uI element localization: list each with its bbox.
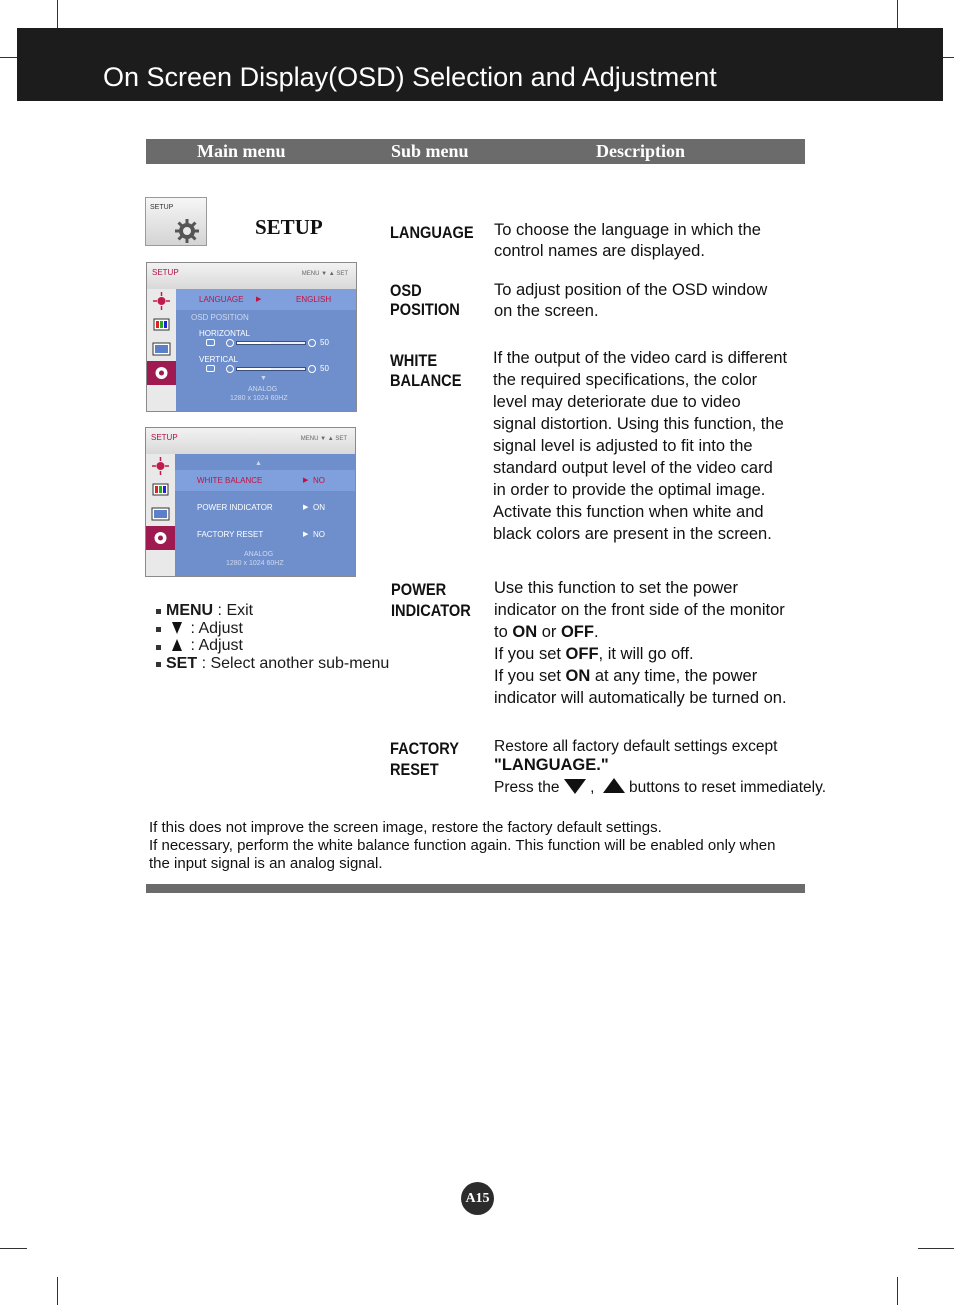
submenu-osd-position-line1: OSD [390, 281, 422, 300]
main-menu-title: SETUP [255, 215, 323, 239]
desc-line: in order to provide the optimal image. [493, 481, 766, 499]
desc-off: OFF [560, 623, 594, 641]
desc-white-balance [493, 347, 787, 545]
osd-horizontal-value: 50 [320, 338, 329, 347]
submenu-osd-position-line2: POSITION [390, 300, 460, 319]
desc-text: If you set [494, 667, 566, 685]
osd-screenshot-white-balance [145, 427, 356, 577]
up-arrow-icon: ▲ [255, 460, 262, 467]
osd-language-value: ENGLISH [296, 295, 332, 304]
arrow-right-icon: ▶ [303, 531, 309, 538]
bullet-icon [156, 645, 161, 650]
osd-controls: MENU ▼ ▲ SET [300, 436, 347, 442]
legend-set [166, 655, 389, 673]
submenu-factory-reset-line1: FACTORY [390, 739, 460, 758]
osd-title: SETUP [152, 268, 179, 277]
legend-up [172, 637, 243, 655]
up-arrow-icon [603, 778, 625, 793]
desc-line: level may deteriorate due to video [493, 393, 741, 411]
desc-text: , [585, 779, 599, 796]
desc-line: black colors are present in the screen. [493, 525, 772, 543]
crop-mark [0, 57, 17, 58]
desc-line: signal distortion. Using this function, the [493, 415, 784, 433]
brightness-icon [146, 454, 175, 478]
footer-bar [146, 884, 805, 893]
desc-language [494, 219, 761, 262]
desc-line: "LANGUAGE." [494, 756, 609, 774]
bullet-icon [156, 662, 161, 667]
desc-line: indicator will automatically be turned on. [494, 689, 787, 707]
desc-on: ON [565, 667, 591, 685]
legend-menu-text: : Exit [213, 602, 254, 619]
desc-text: , it will go off. [598, 645, 694, 663]
submenu-white-balance-line1: WHITE [390, 351, 438, 370]
desc-off: OFF [565, 645, 599, 663]
osd-vertical-value: 50 [320, 364, 329, 373]
osd-button-icon [206, 339, 215, 346]
color-icon [147, 313, 176, 337]
osd-white-balance-label: WHITE BALANCE [197, 476, 263, 485]
up-arrow-icon [172, 639, 182, 651]
desc-line: on the screen. [494, 302, 599, 320]
osd-signal: ANALOG [248, 386, 278, 393]
osd-top-bar [146, 428, 355, 455]
desc-line: Activate this function when white and [493, 503, 764, 521]
brightness-icon [147, 289, 176, 313]
crop-mark [57, 1277, 58, 1305]
submenu-power-indicator-line2: INDICATOR [391, 601, 471, 620]
page-title: On Screen Display(OSD) Selection and Adjustment [103, 62, 717, 92]
legend-down-text: : Adjust [186, 620, 243, 637]
osd-screenshot-position [146, 262, 357, 412]
desc-on: ON [512, 623, 538, 641]
osd-language-label: LANGUAGE [199, 295, 244, 304]
desc-line: signal level is adjusted to fit into the [493, 437, 753, 455]
header-description: Description [596, 141, 685, 161]
crop-mark [897, 1277, 898, 1305]
header-main-menu: Main menu [197, 141, 286, 161]
osd-resolution: 1280 x 1024 60HZ [226, 560, 284, 567]
desc-line: Restore all factory default settings except [494, 738, 778, 755]
desc-line [494, 778, 826, 797]
bullet-icon [156, 609, 161, 614]
crop-mark [918, 1248, 954, 1249]
osd-white-balance-value: NO [313, 476, 325, 485]
desc-power-indicator [494, 577, 787, 709]
desc-line: indicator on the front side of the monitor [494, 601, 785, 619]
plus-icon [308, 365, 316, 373]
desc-line [494, 643, 787, 665]
osd-sidebar [146, 454, 175, 576]
minus-icon [226, 339, 234, 347]
desc-text: . [593, 623, 599, 641]
color-icon [146, 478, 175, 502]
legend-set-key: SET [166, 655, 198, 672]
page-number: A15 [461, 1182, 494, 1215]
legend-menu-key: MENU [166, 602, 214, 619]
desc-line: If the output of the video card is different [493, 349, 788, 367]
osd-top-bar [147, 263, 356, 290]
desc-line: To choose the language in which the [494, 221, 761, 239]
osd-title: SETUP [151, 433, 178, 442]
submenu-factory-reset-line2: RESET [390, 760, 439, 779]
desc-text: buttons to reset immediately. [624, 779, 827, 796]
osd-power-indicator-value: ON [313, 503, 325, 512]
header-sub-menu: Sub menu [391, 141, 469, 161]
footnote-line: the input signal is an analog signal. [149, 855, 383, 872]
tracking-icon [146, 502, 175, 526]
osd-factory-reset-value: NO [313, 530, 325, 539]
vertical-slider [236, 367, 306, 371]
horizontal-slider [236, 341, 306, 345]
osd-panel [175, 454, 355, 576]
desc-line: Use this function to set the power [494, 579, 738, 597]
osd-horizontal-label: HORIZONTAL [199, 329, 250, 338]
submenu-power-indicator-line1: POWER [391, 580, 447, 599]
legend-set-text: : Select another sub-menu [197, 655, 390, 672]
desc-line: the required specifications, the color [493, 371, 758, 389]
footnote-line: If necessary, perform the white balance function again. This function will be enabled only when [149, 837, 776, 854]
desc-line: To adjust position of the OSD window [494, 281, 768, 299]
osd-resolution: 1280 x 1024 60HZ [230, 395, 288, 402]
desc-text: to [494, 623, 513, 641]
desc-text: If you set [494, 645, 566, 663]
osd-button-icon [206, 365, 215, 372]
arrow-right-icon: ▶ [303, 504, 309, 511]
footnote-line: If this does not improve the screen image, restore the factory default settings. [149, 819, 662, 836]
legend-down [172, 620, 243, 638]
osd-factory-reset-label: FACTORY RESET [197, 530, 264, 539]
down-arrow-icon [564, 779, 586, 794]
bullet-icon [156, 627, 161, 632]
setup-menu-icon-box [145, 197, 207, 246]
submenu-language: LANGUAGE [390, 223, 474, 242]
osd-power-indicator-label: POWER INDICATOR [197, 503, 273, 512]
minus-icon [226, 365, 234, 373]
crop-mark [943, 57, 954, 58]
desc-osd-position [494, 279, 767, 322]
crop-mark [57, 0, 58, 28]
setup-icon-label: SETUP [150, 204, 174, 211]
legend-menu [166, 602, 253, 620]
osd-panel [176, 289, 356, 411]
arrow-right-icon: ▶ [256, 296, 262, 303]
desc-line: standard output level of the video card [493, 459, 773, 477]
down-arrow-icon [172, 622, 182, 634]
plus-icon [308, 339, 316, 347]
desc-line [494, 621, 787, 643]
osd-vertical-label: VERTICAL [199, 355, 238, 364]
setup-gear-icon [146, 526, 175, 550]
osd-position-label: OSD POSITION [191, 313, 249, 322]
desc-line [494, 665, 787, 687]
desc-line: control names are displayed. [494, 242, 705, 260]
osd-controls: MENU ▼ ▲ SET [301, 271, 348, 277]
submenu-white-balance-line2: BALANCE [390, 371, 462, 390]
gear-icon [174, 218, 200, 244]
crop-mark [897, 0, 898, 28]
setup-gear-icon [147, 361, 176, 385]
table-header [146, 139, 805, 164]
desc-text: or [537, 623, 561, 641]
crop-mark [0, 1248, 27, 1249]
desc-text: Press the [494, 779, 564, 796]
osd-sidebar [147, 289, 176, 411]
tracking-icon [147, 337, 176, 361]
arrow-right-icon: ▶ [303, 477, 309, 484]
osd-signal: ANALOG [244, 551, 274, 558]
legend-up-text: : Adjust [186, 637, 243, 654]
desc-factory-reset [494, 737, 826, 797]
down-arrow-icon: ▼ [260, 375, 267, 382]
desc-text: at any time, the power [590, 667, 758, 685]
